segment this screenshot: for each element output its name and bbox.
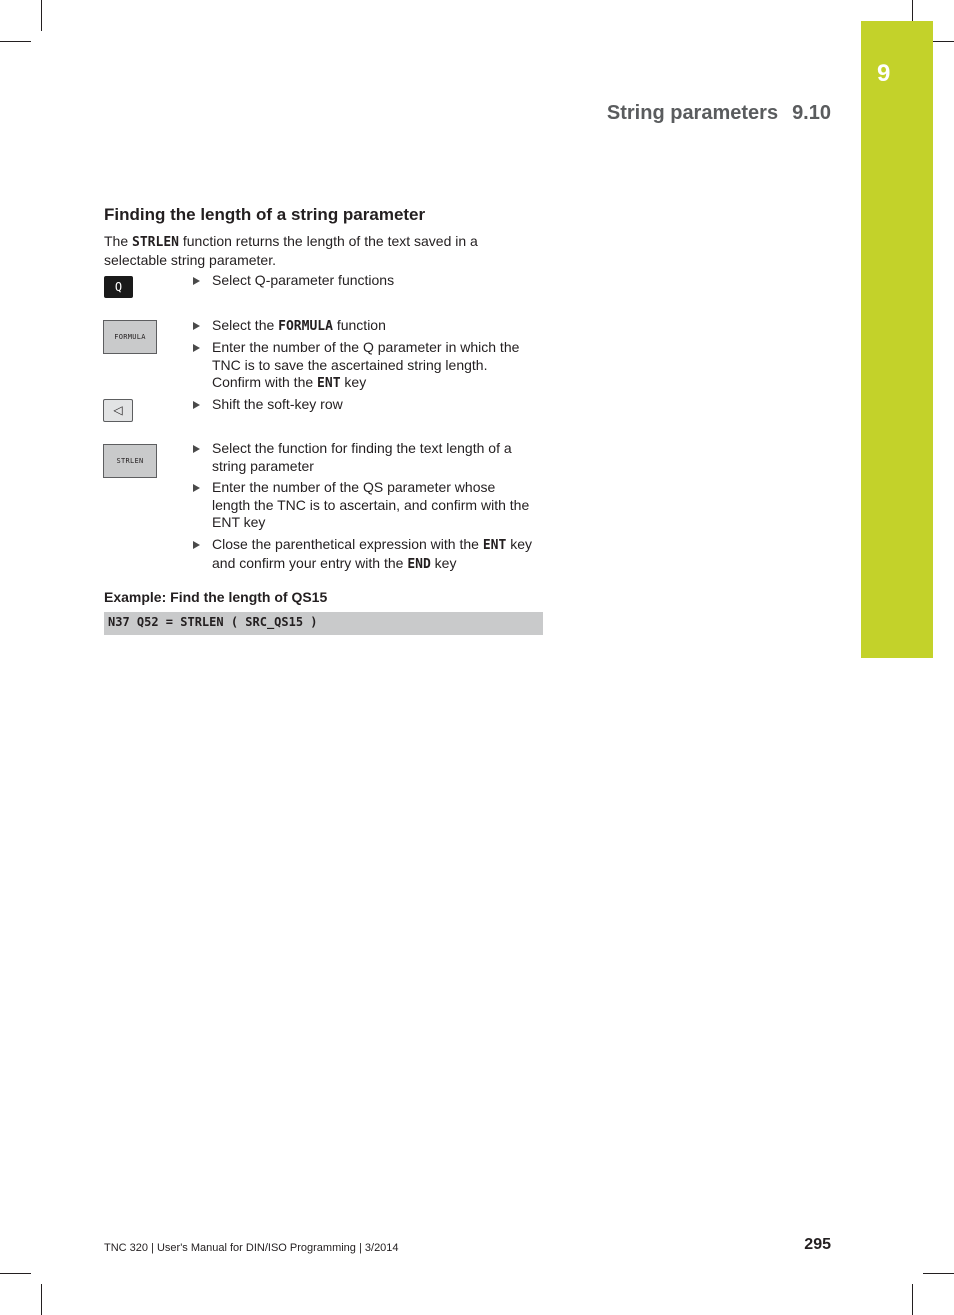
strlen-softkey-icon: STRLEN (103, 444, 157, 478)
formula-softkey-icon: FORMULA (103, 320, 157, 354)
step-item (212, 339, 537, 393)
step-text: Close the parenthetical expression with the (212, 536, 483, 552)
crop-mark (41, 1284, 42, 1315)
example-title: Example: Find the length of QS15 (104, 589, 328, 605)
code-example-bar (104, 612, 543, 635)
crop-mark (923, 1273, 954, 1274)
footer-text: TNC 320 | User's Manual for DIN/ISO Programming | 3/2014 (104, 1242, 399, 1254)
step-item: Select the function for finding the text length of a string parameter (212, 440, 537, 475)
step-item (212, 317, 537, 336)
ent-code: ENT (482, 538, 507, 553)
step-item (212, 536, 537, 573)
crop-mark (933, 41, 954, 42)
formula-code: FORMULA (278, 319, 333, 334)
intro-text: function returns the length of the text saved in a selectable string parameter. (104, 233, 478, 268)
step-text: key (430, 554, 457, 571)
crop-mark (912, 1284, 913, 1315)
step-item: Shift the soft-key row (212, 396, 537, 414)
step-text: function (332, 317, 386, 333)
code-line: N37 Q52 = STRLEN ( SRC_QS15 ) (108, 615, 318, 629)
intro-paragraph (104, 233, 524, 269)
strlen-code: STRLEN (132, 235, 179, 250)
ent-code: ENT (317, 376, 341, 391)
step-item: Enter the number of the QS parameter whose length the TNC is to ascertain, and confirm with the ENT key (212, 479, 537, 532)
shift-softkey-row-icon: ◁ (103, 399, 133, 422)
step-text: key and confirm your entry with the (212, 536, 532, 571)
step-text: Enter the number of the Q parameter in which the TNC is to save the ascertained string length. Confirm with the (212, 339, 520, 390)
crop-mark (0, 1273, 31, 1274)
crop-mark (0, 41, 31, 42)
q-key-icon: Q (104, 276, 133, 298)
crop-mark (912, 0, 913, 21)
step-item: Select Q-parameter functions (212, 272, 537, 290)
step-text: key (340, 374, 367, 390)
intro-text: The (104, 233, 133, 249)
running-head-section: 9.10 (792, 102, 831, 124)
end-code: END (407, 556, 431, 572)
chapter-number: 9 (877, 60, 891, 87)
step-text: Select the (212, 317, 279, 333)
section-heading: Finding the length of a string parameter (104, 205, 426, 224)
running-head (607, 102, 831, 125)
crop-mark (41, 0, 42, 31)
running-head-title: String parameters (606, 102, 779, 124)
page-number: 295 (804, 1236, 831, 1253)
chapter-tab (861, 21, 933, 658)
